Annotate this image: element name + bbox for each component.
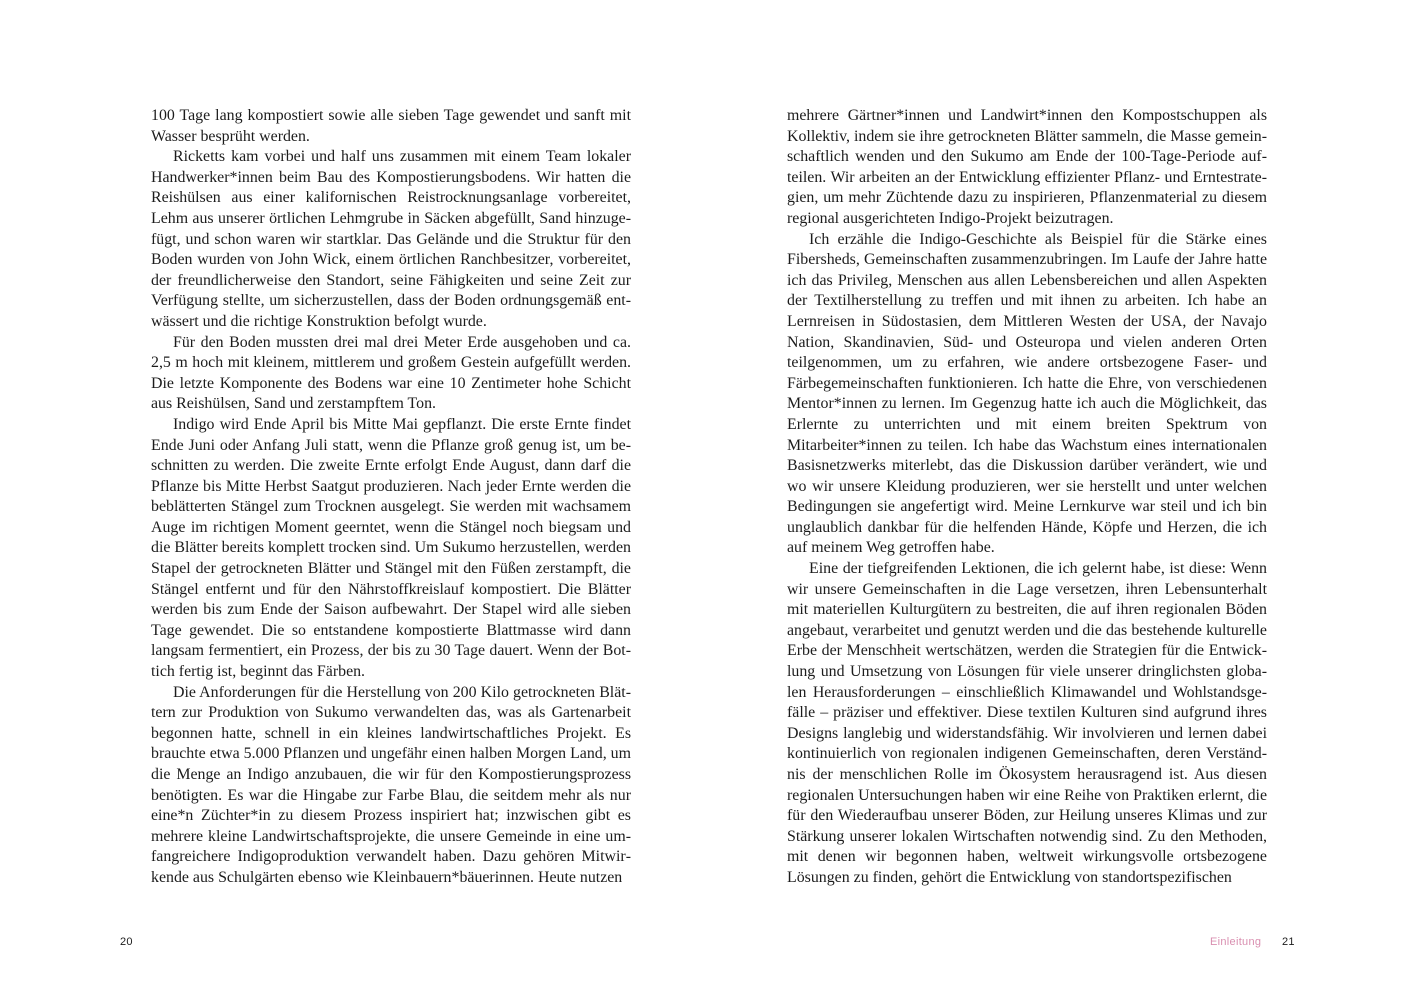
right-paragraph-1: mehrere Gärtner*innen und Landwirt*innen den Kompostschuppen als Kollektiv, indem sie ihre getrockneten Blätter sammeln, die Masse gemeinschaftlich wenden und den Sukumo am Ende der 100-Tage-Periode aufteilen. Wir arbeiten an der Entwicklung effizienter Pflanz- und Erntestrategien, um mehr Züchtende dazu zu inspirieren, Pflanzenmaterial zu diesem regional ausgerichteten Indigo-Projekt beizutragen. [787,107,1267,227]
left-paragraph-5: Die Anforderungen für die Herstellung von 200 Kilo getrockneten Blättern zur Produktion von Sukumo verwandelten das, was als Gartenarbeit begonnen hatte, schnell in ein kleines landwirtschaftliches Projekt. Es brauchte etwa 5.000 Pflanzen und ungefähr einen halben Morgen Land, um die Menge an Indigo anzubauen, die wir für den Kompostierungsprozess benötigten. Es war die Hingabe zur Farbe Blau, die seitdem mehr als nur eine*n Züchter*in zu diesem Prozess inspiriert hat; inzwischen gibt es mehrere kleine Landwirtschaftsprojekte, die unsere Gemeinde in eine umfangreichere Indigoproduktion verwandelt haben. Dazu gehören Mitwirkende aus Schulgärten ebenso wie Kleinbauern*bäuerinnen. Heute nutzen [151,683,631,886]
right-paragraph-2: Ich erzähle die Indigo-Geschichte als Beispiel für die Stärke eines Fibersheds, Gemeinschaften zusammenzubringen. Im Laufe der Jahre hatte ich das Privileg, Menschen aus allen Lebensbereichen und allen Aspekten der Textilherstellung zu treffen und mit ihnen zu arbeiten. Ich habe an Lernreisen in Südostasien, dem Mittleren Westen der USA, der Navajo Nation, Skandinavien, Süd- und Osteuropa und vielen anderen Orten teilgenommen, um zu erfahren, wie andere ortsbezogene Faser- und Färbegemeinschaften funktionieren. Ich hatte die Ehre, von verschiedenen Mentor*innen zu lernen. Im Gegenzug hatte ich auch die Möglichkeit, das Erlernte zu unterrichten und mit einem breiten Spektrum von Mitarbeiter*innen zu teilen. Ich habe das Wachstum eines internationalen Basisnetzwerks miterlebt, das die Diskussion darüber verändert, wie und wo wir unsere Kleidung produzieren, wer sie herstellt und unter welchen Bedingungen sie angefertigt wird. Meine Lernkurve war steil und ich bin unglaublich dankbar für die helfenden Hände, Köpfe und Herzen, die ich auf meinem Weg getroffen habe. [787,230,1267,557]
left-paragraph-1: 100 Tage lang kompostiert sowie alle sieben Tage gewendet und sanft mit Wasser besprüht werden. [151,107,631,145]
left-page-number: 20 [120,936,133,948]
right-page-number: 21 [1282,936,1295,948]
left-paragraph-2: Ricketts kam vorbei und half uns zusammen mit einem Team lokaler Handwerker*innen beim Bau des Kompostierungsbodens. Wir hatten die Reishülsen aus einer kalifornischen Reistrocknungsanlage vorbereitet, Lehm aus unserer örtlichen Lehmgrube in Säcken abgefüllt, Sand hinzugefügt, und schon waren wir startklar. Das Gelände und die Struktur für den Boden wurden von John Wick, einem örtlichen Ranchbesitzer, vorbereitet, der freundlicherweise den Standort, seine Fähigkeiten und seine Zeit zur Verfügung stellte, um sicherzustellen, dass der Boden ordnungsgemäß entwässert und die richtige Konstruktion befolgt wurde. [151,148,631,330]
left-page [0,0,708,1000]
right-paragraph-3: Eine der tiefgreifenden Lektionen, die ich gelernt habe, ist diese: Wenn wir unsere Gemeinschaften in die Lage versetzen, ihren Lebensunterhalt mit materiellen Kulturgütern zu bestreiten, die auf ihren regionalen Böden angebaut, verarbeitet und genutzt werden und die das bestehende kulturelle Erbe der Menschheit wertschätzen, werden die Strategien für die Entwicklung und Umsetzung von Lösungen für viele unserer dringlichsten globalen Herausforderungen – einschließlich Klimawandel und Wohlstandsgefälle – präziser und effektiver. Diese textilen Kulturen sind aufgrund ihres Designs langlebig und widerstandsfähig. Wir involvieren und lernen dabei kontinuierlich von regionalen indigenen Gemeinschaften, deren Verständnis der menschlichen Rolle im Ökosystem herausragend ist. Aus diesen regionalen Untersuchungen haben wir eine Reihe von Praktiken erlernt, die für den Wiederaufbau unserer Böden, zur Heilung unseres Klimas und zur Stärkung unserer lokalen Wirtschaften notwendig sind. Zu den Methoden, mit denen wir begonnen haben, weltweit wirkungsvolle ortsbezogene Lösungen zu finden, gehört die Entwicklung von standortspezifischen [787,560,1267,886]
left-paragraph-3: Für den Boden mussten drei mal drei Meter Erde ausgehoben und ca. 2,5 m hoch mit kleinem, mittlerem und großem Gestein aufgefüllt werden. Die letzte Komponente des Bodens war eine 10 Zentimeter hohe Schicht aus Reishülsen, Sand und zerstampftem Ton. [151,333,631,413]
left-text-column [151,106,631,889]
left-paragraph-4: Indigo wird Ende April bis Mitte Mai gepflanzt. Die erste Ernte findet Ende Juni oder Anfang Juli statt, wenn die Pflanze groß genug ist, um beschnitten zu werden. Die zweite Ernte erfolgt Ende August, dann darf die Pflanze bis Mitte Herbst Saatgut produzieren. Nach jeder Ernte werden die beblätterten Stängel zum Trocknen ausgelegt. Sie werden mit wachsamem Auge im richtigen Moment geerntet, wenn die Stängel noch biegsam und die Blätter bereits komplett trocken sind. Um Sukumo herzustellen, werden Stapel der getrockneten Blätter und Stängel mit den Füßen zerstampft, die Stängel entfernt und für den Nährstoffkreislauf kompostiert. Die Blätter werden bis zum Ende der Saison aufbewahrt. Der Stapel wird alle sieben Tage gewendet. Die so entstandene kompostierte Blattmasse wird dann langsam fermentiert, ein Prozess, der bis zu 30 Tage dauert. Wenn der Bottich fertig ist, beginnt das Färben. [151,415,631,681]
right-text-column [787,106,1267,889]
running-section-title: Einleitung [1210,936,1262,948]
right-page [709,0,1417,1000]
